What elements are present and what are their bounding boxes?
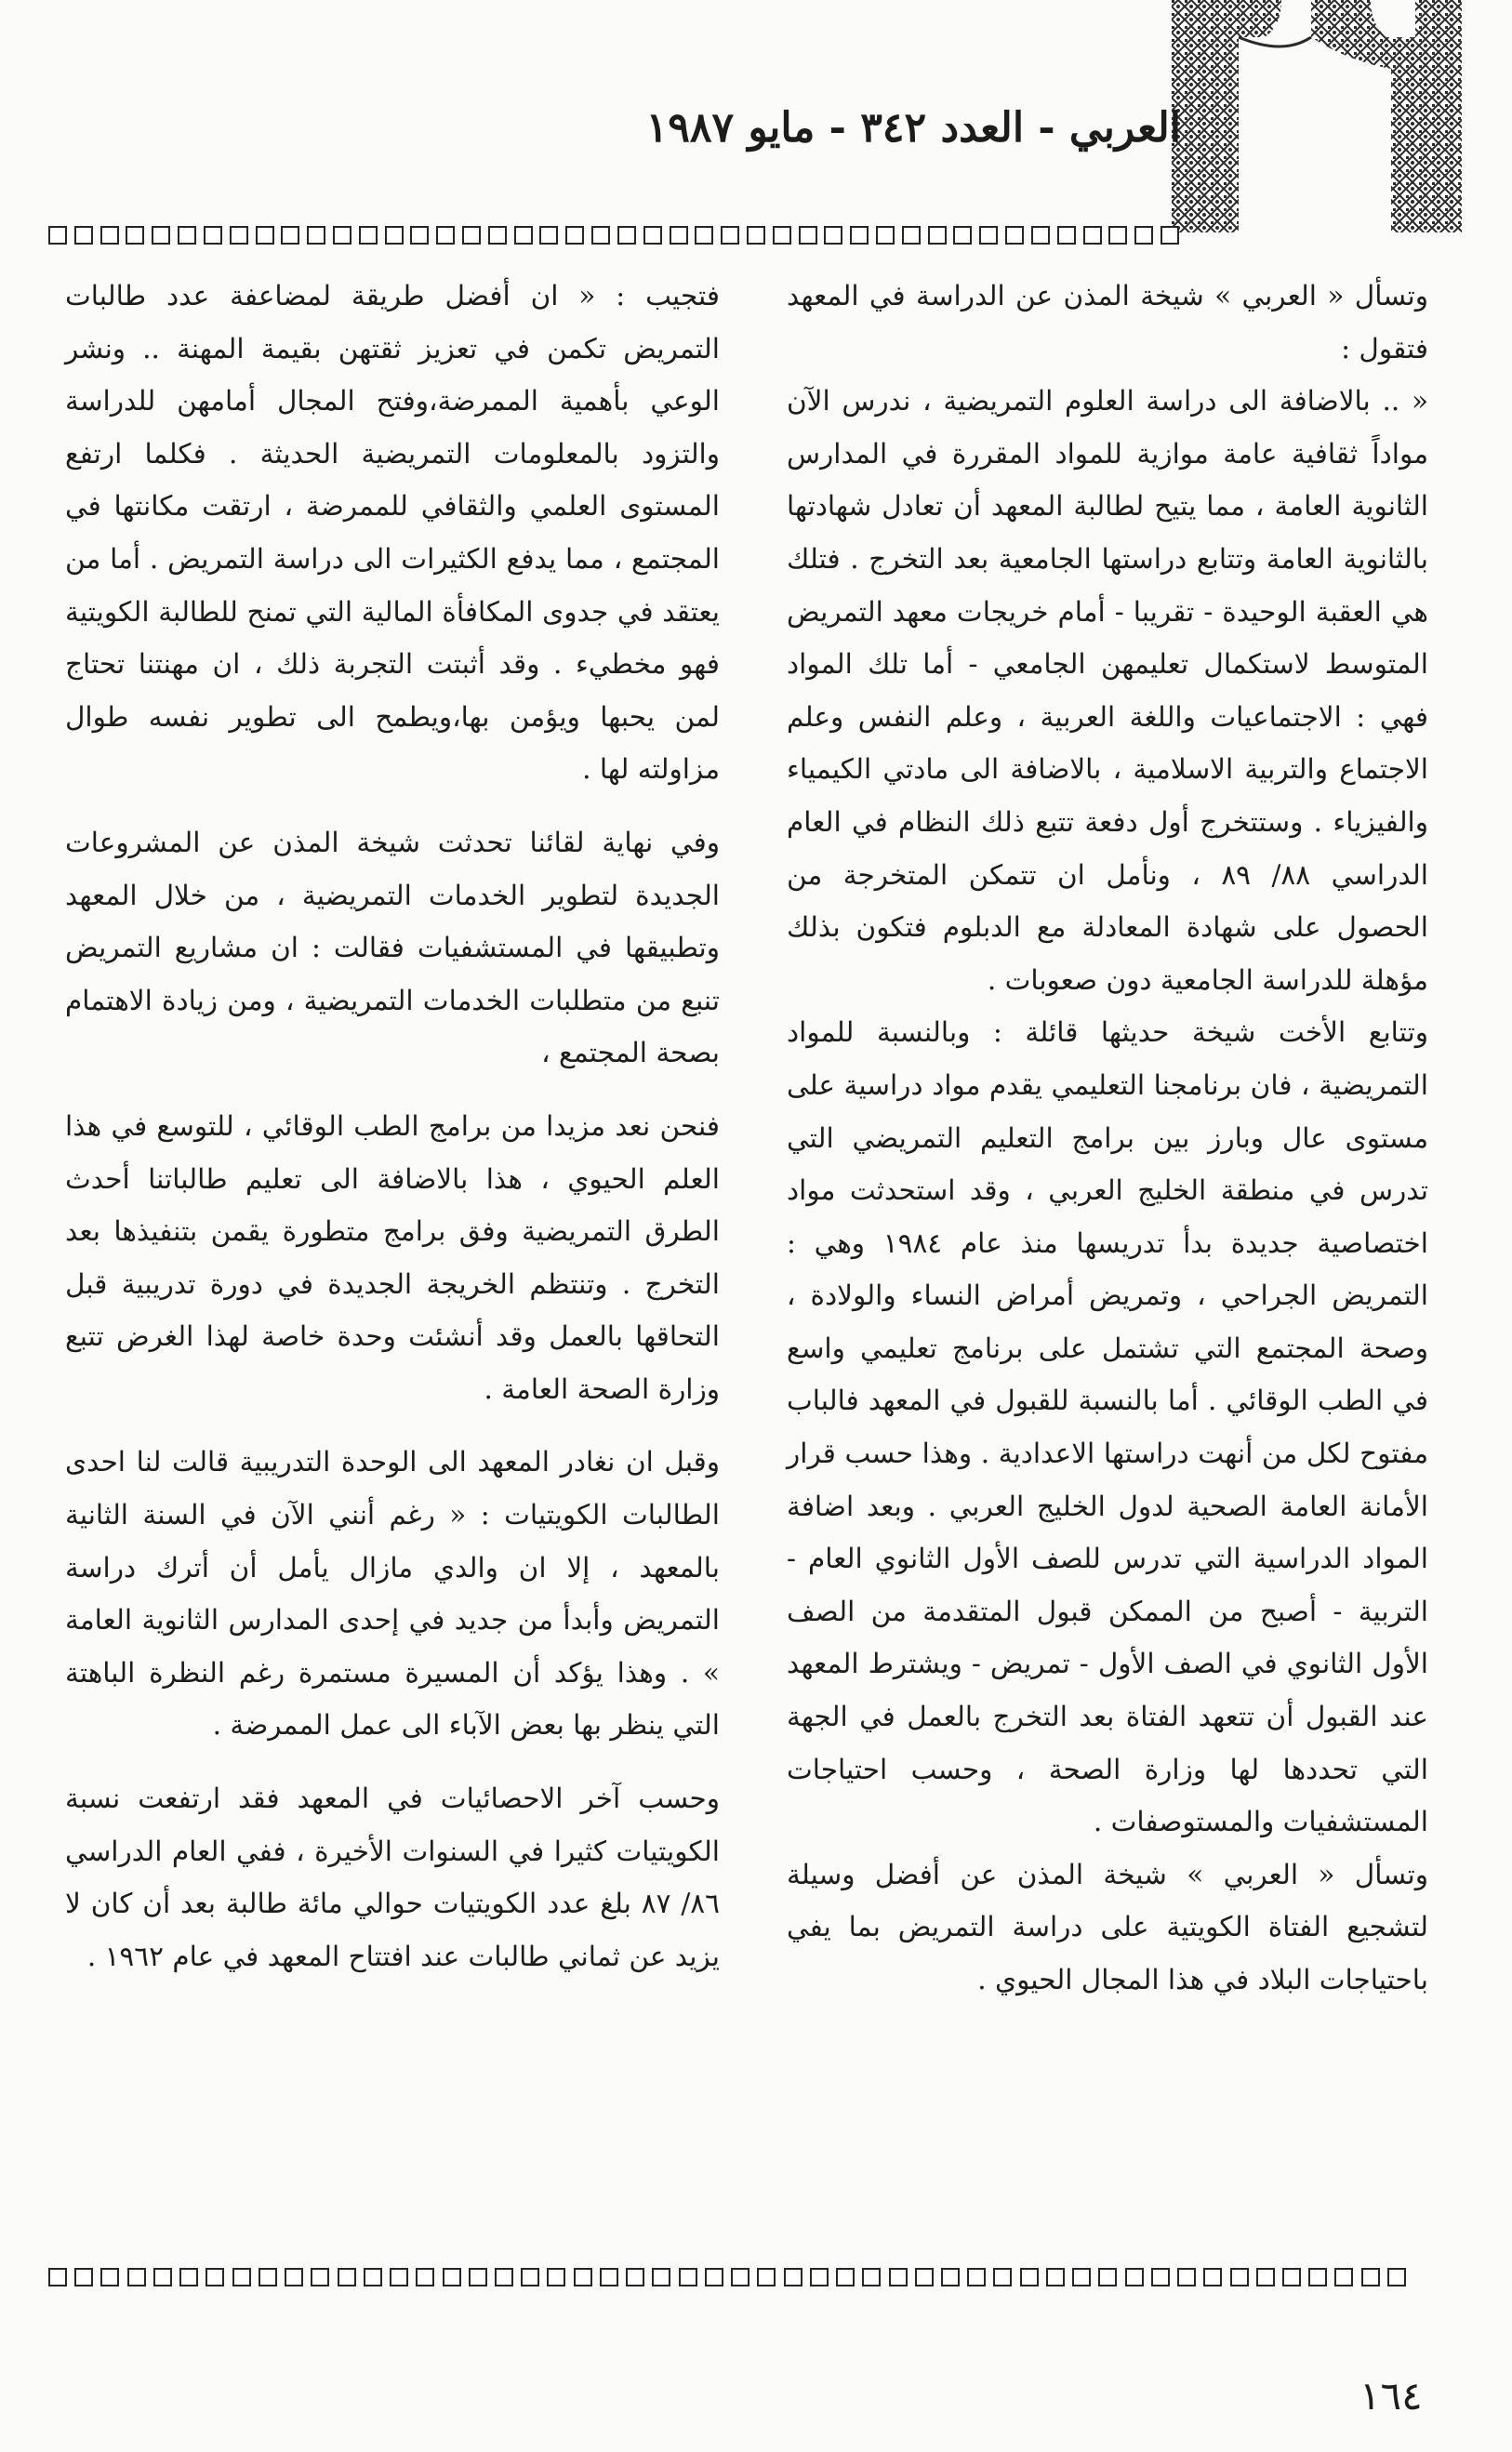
left-text-column [65,270,720,1982]
divider-square [462,226,481,245]
divider-square [784,2268,802,2286]
paragraph: فنحن نعد مزيدا من برامج الطب الوقائي ، للتوسع في هذا العلم الحيوي ، هذا بالاضافة الى تعليم طالباتنا أحدث الطرق التمريضية وفق برامج متطورة يقمن بتنفيذها بعد التخرج . وتنتظم الخريجة الجديدة في دورة تدريبية قبل التحاقها بالعمل وقد أنشئت وحدة خاصة لهذا الغرض تتبع وزارة الصحة العامة . [65,1109,720,1405]
divider-square [600,2268,618,2286]
divider-square [941,2268,960,2286]
divider-square [1134,226,1153,245]
divider-square [285,2268,303,2286]
divider-square [416,2268,434,2286]
divider-square [514,226,533,245]
divider-square [902,226,921,245]
divider-square [747,226,765,245]
divider-square [889,2268,908,2286]
divider-square [731,2268,749,2286]
divider-square [230,226,248,245]
divider-square [643,226,662,245]
divider-square [1151,2268,1170,2286]
paragraph: وقبل ان نغادر المعهد الى الوحدة التدريبية قالت لنا احدى الطالبات الكويتيات : « رغم أنني الآن في السنة الثانية بالمعهد ، إلا ان والدي مازال يأمل أن أترك دراسة التمريض وأبدأ من جديد في إحدى المدارس الثانوية العامة » . وهذا يؤكد أن المسيرة مستمرة رغم النظرة الباهتة التي ينظر بها بعض الآباء الى عمل الممرضة . [65,1446,720,1742]
paragraph: فتجيب : « ان أفضل طريقة لمضاعفة عدد طالبات التمريض تكمن في تعزيز ثقتهن بقيمة المهنة .. ونشر الوعي بأهمية الممرضة،وفتح المجال أمامهن للدراسة والتزود بالمعلومات التمريضية الحديثة . فكلما ارتفع المستوى العلمي والثقافي للممرضة ، ارتقت مكانتها في المجتمع ، مما يدفع الكثيرات الى دراسة التمريض . أما من يعتقد في جدوى المكافأة المالية التي تمنح للطالبة الكويتية فهو مخطيء . وقد أثبتت التجربة ذلك ، ان مهنتنا تحتاج لمن يحبها ويؤمن بها،ويطمح الى تطوير نفسه طوال مزاولته لها . [65,280,720,786]
divider-square [1057,226,1076,245]
divider-square [488,226,507,245]
divider-square [100,2268,119,2286]
divider-square [311,2268,329,2286]
divider-square [390,2268,408,2286]
divider-square [679,2268,697,2286]
divider-square [836,2268,855,2286]
divider-square [876,226,895,245]
divider-square [757,2268,776,2286]
divider-square [799,226,817,245]
divider-square [74,226,93,245]
divider-square [338,2268,356,2286]
arabesque-pattern-icon [1172,0,1469,251]
divider-square [469,2268,487,2286]
divider-square [670,226,688,245]
bottom-square-divider [48,2265,1406,2289]
paragraph: وحسب آخر الاحصائيات في المعهد فقد ارتفعت نسبة الكويتيات كثيرا في السنوات الأخيرة ، ففي العام الدراسي ٨٦/ ٨٧ بلغ عدد الكويتيات حوالي مائة طالبة بعد أن كان لا يزيد عن ثماني طالبات عند افتتاح المعهد في عام ١٩٦٢ . [65,1783,720,1972]
paragraph: وتسأل « العربي » شيخة المذن عن أفضل وسيلة لتشجيع الفتاة الكويتية على دراسة التمريض بما يفي باحتياجات البلاد في هذا المجال الحيوي . [787,1858,1428,1995]
divider-square [547,2268,565,2286]
divider-square [1256,2268,1275,2286]
divider-square [967,2268,986,2286]
divider-square [1031,226,1050,245]
divider-square [153,2268,172,2286]
divider-square [48,226,67,245]
divider-square [1125,2268,1144,2286]
divider-square [862,2268,881,2286]
divider-square [333,226,351,245]
divider-square [385,226,404,245]
divider-square [1098,2268,1117,2286]
divider-square [436,226,455,245]
divider-square [1308,2268,1327,2286]
right-text-column [787,270,1428,2007]
divider-square [232,2268,251,2286]
divider-square [307,226,325,245]
divider-square [979,226,998,245]
divider-square [48,2268,67,2286]
divider-square [626,2268,644,2286]
divider-square [1005,226,1024,245]
divider-square [591,226,610,245]
paragraph: « .. بالاضافة الى دراسة العلوم التمريضية ، ندرس الآن مواداً ثقافية عامة موازية للمواد المقررة في المدارس الثانوية العامة ، مما يتيح لطالبة المعهد أن تعادل شهادتها بالثانوية العامة وتتابع دراستها الجامعية بعد التخرج . فتلك هي العقبة الوحيدة - تقريبا - أمام خريجات معهد التمريض المتوسط لاستكمال تعليمهن الجامعي - أما تلك المواد فهي : الاجتماعيات واللغة العربية ، وعلم النفس وعلم الاجتماع والتربية الاسلامية ، بالاضافة الى مادتي الكيمياء والفيزياء . وستتخرج أول دفعة تتبع ذلك النظام في العام الدراسي ٨٨/ ٨٩ ، ونأمل ان تتمكن المتخرجة من الحصول على شهادة المعادلة مع الدبلوم فتكون بذلك مؤهلة للدراسة الجامعية دون صعوبات . [787,385,1428,996]
divider-square [705,2268,723,2286]
divider-square [1161,226,1179,245]
divider-square [206,2268,224,2286]
divider-square [928,226,947,245]
divider-square [1203,2268,1222,2286]
divider-square [410,226,429,245]
divider-square [1108,226,1127,245]
divider-square [100,226,119,245]
divider-square [915,2268,934,2286]
divider-square [810,2268,829,2286]
divider-square [824,226,842,245]
divider-square [495,2268,513,2286]
divider-square [539,226,558,245]
divider-square [443,2268,461,2286]
divider-square [1072,2268,1091,2286]
divider-square [1020,2268,1039,2286]
divider-square [565,226,584,245]
divider-square [1334,2268,1353,2286]
divider-square [1387,2268,1406,2286]
divider-square [204,226,222,245]
divider-square [178,226,196,245]
divider-square [152,226,170,245]
divider-square [1177,2268,1196,2286]
divider-square [521,2268,539,2286]
page-header-title: العربي - العدد ٣٤٢ - مايو ١٩٨٧ [645,104,1181,152]
divider-square [574,2268,592,2286]
divider-square [652,2268,670,2286]
divider-square [359,226,378,245]
divider-square [1230,2268,1249,2286]
page-number: ١٦٤ [1359,2373,1423,2419]
divider-square [1083,226,1102,245]
divider-square [179,2268,198,2286]
divider-square [617,226,636,245]
divider-square [773,226,791,245]
paragraph: وتتابع الأخت شيخة حديثها قائلة : وبالنسبة للمواد التمريضية ، فان برنامجنا التعليمي يقدم مواد دراسية على مستوى عال وبارز بين برامج التعليم التمريضي التي تدرس في منطقة الخليج العربي ، وقد استحدثت مواد اختصاصية جديدة بدأ تدريسها منذ عام ١٩٨٤ وهي : التمريض الجراحي ، وتمريض أمراض النساء والولادة ، وصحة المجتمع التي تشتمل على برنامج تعليمي واسع في الطب الوقائي . أما بالنسبة للقبول في المعهد فالباب مفتوح لكل من أنهت دراستها الاعدادية . وهذا حسب قرار الأمانة العامة الصحية لدول الخليج العربي . وبعد اضافة المواد الدراسية التي تدرس للصف الأول الثانوي العام - التربية - أصبح من الممكن قبول المتقدمة من الصف الأول الثانوي في الصف الأول - تمريض - ويشترط المعهد عند القبول أن تتعهد الفتاة بعد التخرج بالعمل في الجهة التي تحددها لها وزارة الصحة ، وحسب احتياجات المستشفيات والمستوصفات . [787,1016,1428,1838]
divider-square [127,2268,146,2286]
divider-square [993,2268,1012,2286]
divider-square [1046,2268,1065,2286]
divider-square [953,226,972,245]
divider-square [1361,2268,1380,2286]
divider-square [695,226,713,245]
divider-square [850,226,869,245]
divider-square [281,226,299,245]
top-square-divider [48,223,1179,247]
divider-square [256,226,274,245]
divider-square [1282,2268,1301,2286]
divider-square [74,2268,93,2286]
paragraph: وفي نهاية لقائنا تحدثت شيخة المذن عن المشروعات الجديدة لتطوير الخدمات التمريضية ، من خلال المعهد وتطبيقها في المستشفيات فقالت : ان مشاريع التمريض تنبع من متطلبات الخدمات التمريضية ، ومن زيادة الاهتمام بصحة المجتمع ، [65,826,720,1069]
divider-square [721,226,739,245]
divider-square [126,226,144,245]
paragraph: وتسأل « العربي » شيخة المذن عن الدراسة في المعهد فتقول : [787,280,1428,364]
divider-square [259,2268,277,2286]
divider-square [364,2268,382,2286]
